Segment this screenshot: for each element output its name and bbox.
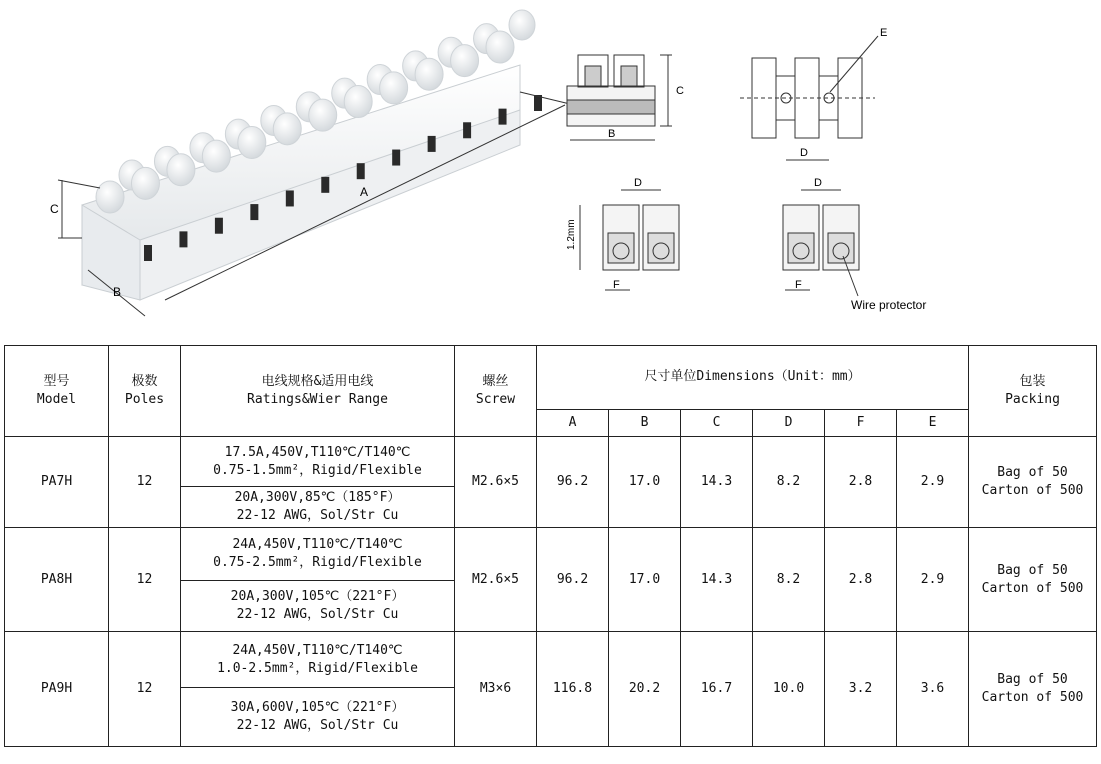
front-right-label-d: D (814, 177, 822, 189)
table-row (5, 437, 1097, 487)
gap-label: 1.2mm (566, 219, 577, 250)
rating-line: 0.75-1.5mm²，Rigid/Flexible (213, 462, 422, 478)
rating-line: 22-12 AWG，Sol/Str Cu (236, 607, 399, 622)
cell-rating-primary (181, 632, 455, 688)
cell-dim-e: 2.9 (897, 528, 969, 632)
top-label-d: D (800, 147, 808, 159)
rating-line: 22-12 AWG，Sol/Str Cu (236, 718, 399, 733)
header-poles-cn: 极数 (131, 374, 158, 389)
rating-line: 22-12 AWG，Sol/Str Cu (236, 508, 399, 523)
cell-packing (969, 528, 1097, 632)
product-figure (0, 0, 1101, 340)
header-ratings-en: Ratings&Wier Range (247, 392, 388, 407)
cell-dim-f: 2.8 (825, 528, 897, 632)
rating-line: 20A,300V,105℃（221°F） (230, 589, 405, 604)
cell-poles: 12 (109, 632, 181, 747)
side-label-b: B (608, 128, 616, 140)
spec-table (4, 345, 1097, 747)
cell-rating-ul (181, 581, 455, 632)
header-model (5, 346, 109, 437)
header-dimensions: 尺寸单位Dimensions（Unit：mm） (537, 346, 969, 410)
side-label-c: C (676, 85, 684, 97)
rating-line: 24A,450V,T110℃/T140℃ (232, 642, 403, 658)
cell-dim-d: 8.2 (753, 437, 825, 528)
cell-dim-a: 116.8 (537, 632, 609, 747)
cell-packing (969, 632, 1097, 747)
cell-rating-ul (181, 688, 455, 747)
header-dim-e: E (897, 409, 969, 436)
header-model-en: Model (36, 392, 77, 407)
dim-label-b: B (113, 285, 122, 299)
cell-model: PA9H (5, 632, 109, 747)
cell-dim-b: 17.0 (609, 437, 681, 528)
packing-bag: Bag of 50 (997, 562, 1068, 578)
cell-dim-e: 3.6 (897, 632, 969, 747)
rating-line: 1.0-2.5mm²，Rigid/Flexible (217, 660, 418, 676)
table-row (5, 528, 1097, 581)
dim-label-a: A (360, 185, 369, 199)
rating-line: 0.75-2.5mm²，Rigid/Flexible (213, 555, 422, 570)
cell-rating-primary (181, 437, 455, 487)
header-screw-cn: 螺丝 (482, 374, 509, 389)
top-view-drawing (740, 36, 878, 160)
cell-packing (969, 437, 1097, 528)
header-dim-a: A (537, 409, 609, 436)
header-screw-en: Screw (475, 392, 516, 407)
cell-dim-c: 14.3 (681, 437, 753, 528)
cell-dim-e: 2.9 (897, 437, 969, 528)
cell-model: PA8H (5, 528, 109, 632)
header-packing (969, 346, 1097, 437)
front-left-label-d: D (634, 177, 642, 189)
header-ratings (181, 346, 455, 437)
cell-poles: 12 (109, 528, 181, 632)
packing-carton: Carton of 500 (981, 483, 1084, 498)
front-view-left-drawing (580, 190, 679, 290)
cell-rating-primary (181, 528, 455, 581)
header-poles-en: Poles (124, 392, 165, 407)
packing-bag: Bag of 50 (997, 672, 1068, 687)
cell-screw: M3×6 (455, 632, 537, 747)
cell-dim-f: 3.2 (825, 632, 897, 747)
cell-dim-f: 2.8 (825, 437, 897, 528)
front-right-label-f: F (795, 279, 802, 291)
header-dim-f: F (825, 409, 897, 436)
cell-poles: 12 (109, 437, 181, 528)
header-screw (455, 346, 537, 437)
cell-dim-a: 96.2 (537, 528, 609, 632)
cell-dim-d: 8.2 (753, 528, 825, 632)
header-dim-d: D (753, 409, 825, 436)
cell-rating-ul (181, 487, 455, 528)
header-dim-b: B (609, 409, 681, 436)
top-label-e: E (880, 27, 888, 39)
header-poles (109, 346, 181, 437)
cell-model: PA7H (5, 437, 109, 528)
header-dim-c: C (681, 409, 753, 436)
header-ratings-cn: 电线规格&适用电线 (261, 374, 374, 389)
front-left-label-f: F (613, 279, 620, 291)
cell-dim-d: 10.0 (753, 632, 825, 747)
rating-line: 30A,600V,105℃（221°F） (230, 700, 405, 715)
cell-dim-b: 20.2 (609, 632, 681, 747)
cell-dim-b: 17.0 (609, 528, 681, 632)
cell-screw: M2.6×5 (455, 437, 537, 528)
rating-line: 20A,300V,85℃（185°F） (234, 490, 401, 505)
header-model-cn: 型号 (43, 374, 70, 389)
wire-protector-label: Wire protector (851, 298, 927, 312)
packing-carton: Carton of 500 (981, 690, 1084, 705)
packing-bag: Bag of 50 (997, 465, 1068, 480)
side-view-drawing (567, 55, 672, 140)
packing-carton: Carton of 500 (981, 580, 1084, 596)
table-row (5, 632, 1097, 688)
terminal-strip-photo (82, 10, 542, 300)
cell-dim-c: 14.3 (681, 528, 753, 632)
header-packing-cn: 包装 (1019, 374, 1046, 389)
dim-label-c: C (50, 202, 59, 216)
rating-line: 17.5A,450V,T110℃/T140℃ (224, 444, 411, 460)
header-packing-en: Packing (1005, 392, 1060, 407)
cell-dim-a: 96.2 (537, 437, 609, 528)
rating-line: 24A,450V,T110℃/T140℃ (232, 537, 403, 552)
cell-dim-c: 16.7 (681, 632, 753, 747)
cell-screw: M2.6×5 (455, 528, 537, 632)
